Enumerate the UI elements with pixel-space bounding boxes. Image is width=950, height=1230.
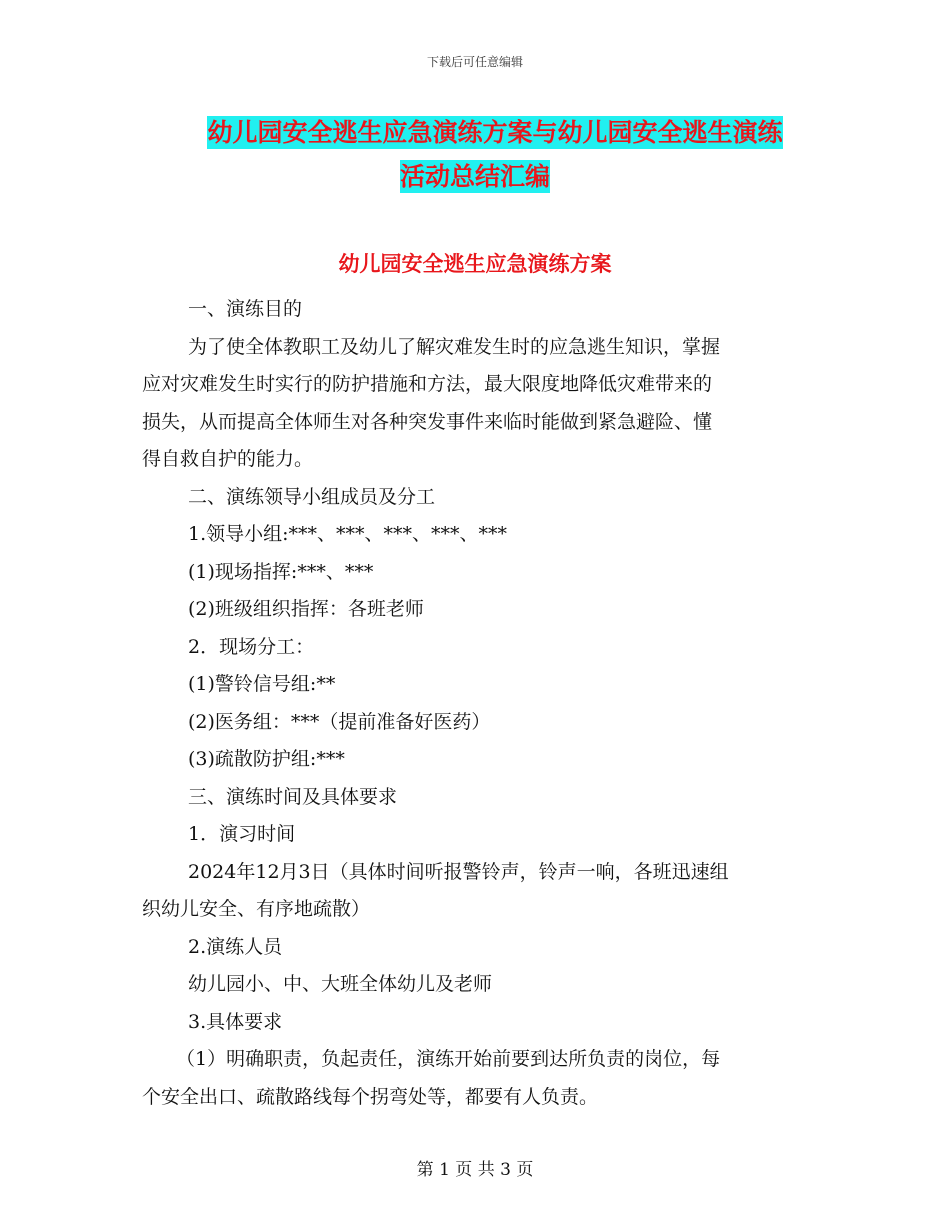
page-footer: 第 1 页 共 3 页: [416, 1160, 534, 1180]
list-item: 1.领导小组:***、***、***、***、***: [188, 523, 508, 545]
document-title-line-2: [0, 157, 950, 193]
paragraph-line: 得自救自护的能力。: [142, 448, 314, 470]
list-item: 1．演习时间: [188, 823, 296, 845]
list-item: 2.演练人员: [188, 936, 283, 958]
list-item: (1)现场指挥:***、***: [188, 561, 374, 583]
section-title: 幼儿园安全逃生应急演练方案: [338, 252, 612, 276]
paragraph-line: 损失，从而提高全体师生对各种突发事件来临时能做到紧急避险、懂: [142, 411, 713, 433]
heading-time: 三、演练时间及具体要求: [188, 786, 398, 808]
paragraph-line: 幼儿园小、中、大班全体幼儿及老师: [188, 973, 493, 995]
header-note: 下载后可任意编辑: [426, 55, 523, 69]
list-item: (2)班级组织指挥：各班老师: [188, 598, 424, 620]
document-title-line-1: [20, 113, 950, 149]
heading-purpose: 一、演练目的: [188, 298, 303, 320]
heading-leadership: 二、演练领导小组成员及分工: [188, 486, 436, 508]
paragraph-line: 个安全出口、疏散路线每个拐弯处等，都要有人负责。: [142, 1086, 599, 1108]
paragraph-line: 为了使全体教职工及幼儿了解灾难发生时的应急逃生知识，掌握: [188, 336, 721, 358]
document-title-line-2-text: 活动总结汇编: [399, 162, 550, 191]
document-title-line-1-text: 幼儿园安全逃生应急演练方案与幼儿园安全逃生演练: [207, 118, 783, 147]
paragraph-line: 应对灾难发生时实行的防护措施和方法，最大限度地降低灾难带来的: [142, 373, 713, 395]
list-item: (3)疏散防护组:***: [188, 748, 345, 770]
paragraph-line: 织幼儿安全、有序地疏散）: [142, 898, 371, 920]
list-item: 3.具体要求: [188, 1011, 283, 1033]
paragraph-line: （1）明确职责，负起责任，演练开始前要到达所负责的岗位，每: [176, 1048, 721, 1070]
list-item: (2)医务组：***（提前准备好医药）: [188, 711, 491, 733]
list-item: (1)警铃信号组:**: [188, 673, 336, 695]
paragraph-line: 2024年12月3日（具体时间听报警铃声，铃声一响，各班迅速组: [188, 861, 729, 883]
list-item: 2．现场分工：: [188, 636, 315, 658]
